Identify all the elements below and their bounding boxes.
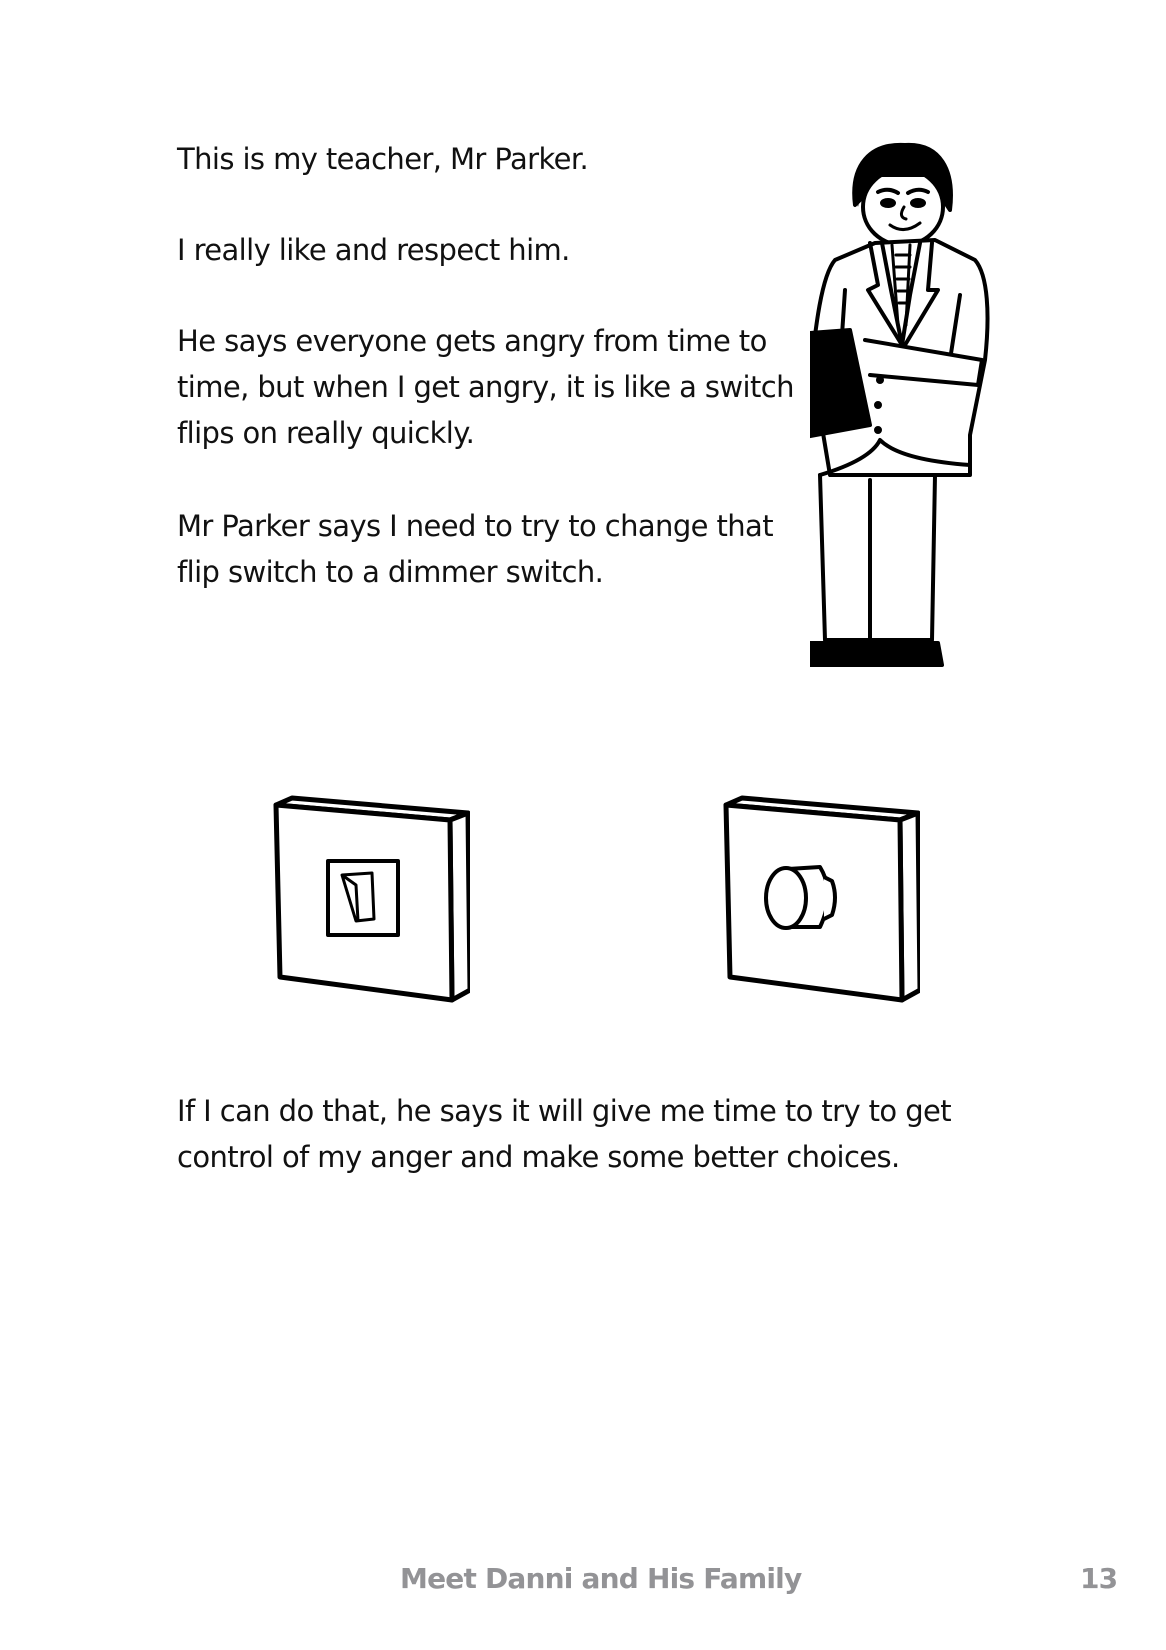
footer-book-title: Meet Danni and His Family <box>400 1562 802 1595</box>
paragraph-angry: He says everyone gets angry from time to time, but when I get angry, it is like a switch flips on really quickly. <box>177 324 794 450</box>
paragraph-intro: This is my teacher, Mr Parker. <box>177 142 589 176</box>
page-number: 13 <box>1080 1562 1118 1595</box>
paragraph-switch: Mr Parker says I need to try to change that flip switch to a dimmer switch. <box>177 509 773 589</box>
paragraph-respect: I really like and respect him. <box>177 233 570 267</box>
flip-switch-illustration <box>270 795 470 1010</box>
teacher-illustration <box>810 135 1010 710</box>
dimmer-switch-illustration <box>720 795 920 1010</box>
paragraph-control: If I can do that, he says it will give me time to try to get control of my anger and make some better choices. <box>177 1094 952 1174</box>
